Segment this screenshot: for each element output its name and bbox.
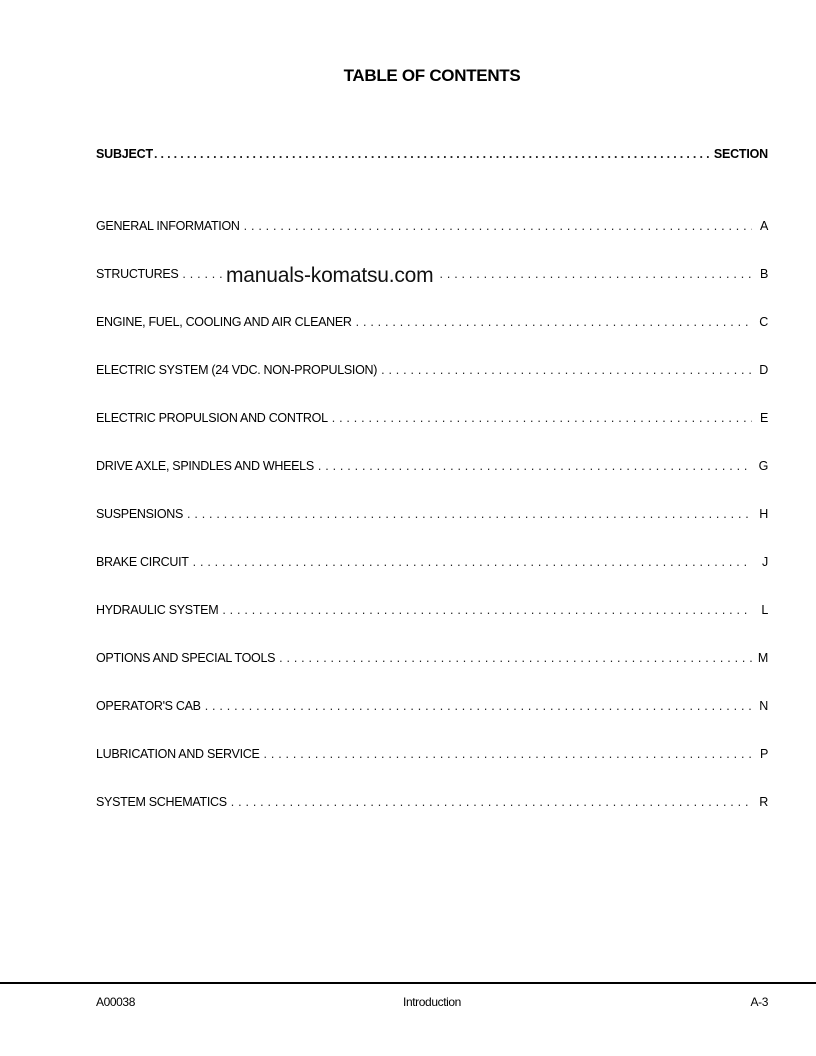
toc-section-letter: R (759, 795, 768, 809)
toc-section-letter: C (759, 315, 768, 329)
toc-subject: SUSPENSIONS (96, 507, 184, 521)
dot-leader (279, 651, 752, 665)
toc-section-letter: J (762, 555, 768, 569)
toc-entry-hydraulic-system[interactable] (96, 603, 768, 651)
dot-leader (154, 147, 713, 161)
toc-section-letter: G (758, 459, 768, 473)
dot-leader (244, 219, 752, 233)
toc-entry-brake-circuit[interactable] (96, 555, 768, 603)
toc-entry-electric-propulsion[interactable] (96, 411, 768, 459)
dot-leader (193, 555, 752, 569)
toc-section-letter: B (759, 267, 768, 281)
toc-subject: LUBRICATION AND SERVICE (96, 747, 260, 761)
dot-leader (264, 747, 752, 761)
toc-subject: ENGINE, FUEL, COOLING AND AIR CLEANER (96, 315, 352, 329)
toc-subject: BRAKE CIRCUIT (96, 555, 189, 569)
toc-subject: ELECTRIC PROPULSION AND CONTROL (96, 411, 328, 425)
toc-entry-system-schematics[interactable] (96, 795, 768, 843)
toc-section-letter: N (759, 699, 768, 713)
toc-subject: GENERAL INFORMATION (96, 219, 240, 233)
dot-leader (205, 699, 752, 713)
toc-section-letter: L (761, 603, 768, 617)
dot-leader (231, 795, 752, 809)
dot-leader (332, 411, 752, 425)
toc-section-letter: D (759, 363, 768, 377)
dot-leader (222, 603, 752, 617)
toc-entry-suspensions[interactable] (96, 507, 768, 555)
toc-entry-drive-axle[interactable] (96, 459, 768, 507)
toc-header (96, 147, 768, 161)
toc-entry-options-special-tools[interactable] (96, 651, 768, 699)
toc-entry-lubrication-service[interactable] (96, 747, 768, 795)
page-title: TABLE OF CONTENTS (343, 66, 521, 85)
toc-entry-operators-cab[interactable] (96, 699, 768, 747)
footer-divider (0, 982, 816, 984)
toc-section-letter: A (759, 219, 768, 233)
watermark: manuals-komatsu.com (226, 264, 434, 287)
toc-section-letter: M (757, 651, 768, 665)
toc-subject: STRUCTURES (96, 267, 179, 281)
toc-section-letter: H (759, 507, 768, 521)
toc-entry-electric-system[interactable] (96, 363, 768, 411)
dot-leader (356, 315, 752, 329)
section-column-label: SECTION (713, 147, 768, 161)
dot-leader (187, 507, 752, 521)
toc-subject: ELECTRIC SYSTEM (24 VDC. NON-PROPULSION) (96, 363, 378, 377)
chapter-name: Introduction (403, 995, 461, 1009)
dot-leader (318, 459, 752, 473)
toc-entry-general-information[interactable] (96, 219, 768, 267)
toc-list (96, 219, 768, 843)
toc-section-letter: E (759, 411, 768, 425)
subject-column-label: SUBJECT (96, 147, 153, 161)
page-footer (0, 995, 816, 1011)
toc-subject: HYDRAULIC SYSTEM (96, 603, 219, 617)
toc-subject: SYSTEM SCHEMATICS (96, 795, 227, 809)
toc-section-letter: P (759, 747, 768, 761)
page-number: A-3 (750, 995, 768, 1009)
toc-subject: OPTIONS AND SPECIAL TOOLS (96, 651, 276, 665)
document-number: A00038 (96, 995, 135, 1009)
dot-leader (381, 363, 752, 377)
toc-entry-engine-fuel-cooling[interactable] (96, 315, 768, 363)
toc-subject: DRIVE AXLE, SPINDLES AND WHEELS (96, 459, 314, 473)
toc-subject: OPERATOR'S CAB (96, 699, 201, 713)
